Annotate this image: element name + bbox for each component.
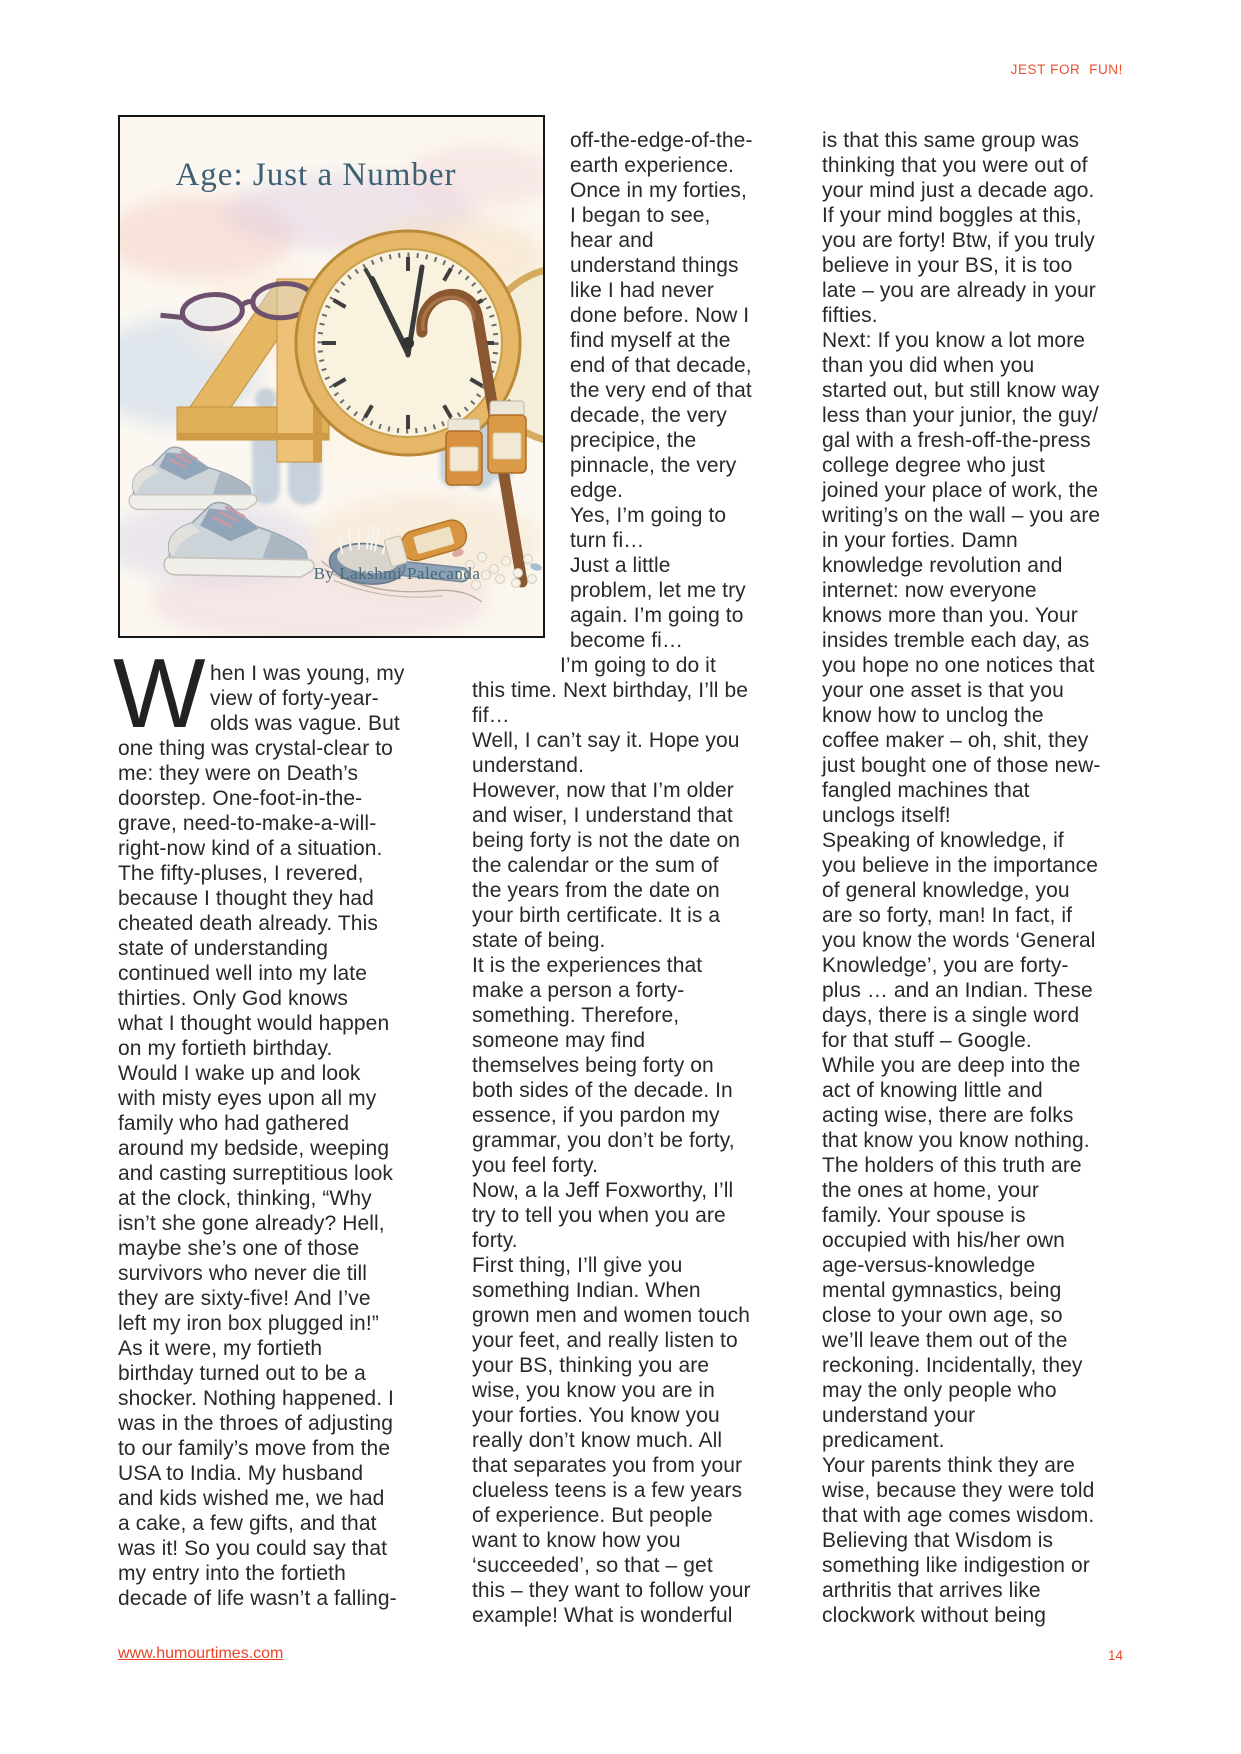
text-line: occupied with his/her own (822, 1229, 1065, 1252)
text-line: view of forty-year- (210, 687, 379, 710)
text-line: Believing that Wisdom is (822, 1529, 1054, 1552)
text-line: left my iron box plugged in!” (118, 1312, 379, 1335)
text-line: of general knowledge, you (822, 879, 1070, 902)
text-line: your feet, and really listen to (472, 1329, 738, 1352)
text-line: you know the words ‘General (822, 929, 1096, 952)
text-line: a cake, a few gifts, and that (118, 1512, 377, 1535)
text-line: become fi… (570, 629, 684, 652)
text-line: right-now kind of a situation. (118, 837, 383, 860)
text-line: started out, but still know way (822, 379, 1100, 402)
article-column-1 (113, 638, 416, 1611)
text-line: understand things (570, 254, 739, 277)
text-line: problem, let me try (570, 579, 746, 602)
text-line: isn’t she gone already? Hell, (118, 1212, 385, 1235)
text-line: done before. Now I (570, 304, 750, 327)
text-line: in your forties. Damn (822, 529, 1018, 552)
text-line: just bought one of those new- (822, 754, 1101, 777)
text-line: I began to see, (570, 204, 711, 227)
text-line: joined your place of work, the (822, 479, 1099, 502)
text-line: earth experience. (570, 154, 734, 177)
section-header: JEST FOR FUN! (1010, 62, 1123, 77)
text-line: olds was vague. But (210, 712, 400, 735)
text-line: fif… (472, 704, 510, 727)
text-line: again. I’m going to (570, 604, 744, 627)
text-line: you feel forty. (472, 1154, 599, 1177)
text-line: that separates you from your (472, 1454, 743, 1477)
text-line: your forties. You know you (472, 1404, 720, 1427)
text-line: make a person a forty- (472, 979, 685, 1002)
drop-cap: W (113, 638, 206, 748)
text-line: they are sixty-five! And I’ve (118, 1287, 371, 1310)
text-line: I’m going to do it (560, 654, 716, 677)
text-line: Now, a la Jeff Foxworthy, I’ll (472, 1179, 734, 1202)
text-line: my entry into the fortieth (118, 1562, 346, 1585)
text-line: themselves being forty on (472, 1054, 714, 1077)
text-line: knowledge revolution and (822, 554, 1063, 577)
text-line: on my fortieth birthday. (118, 1037, 333, 1060)
text-line: cheated death already. This (118, 912, 378, 935)
text-line: However, now that I’m older (472, 779, 734, 802)
text-line: unclogs itself! (822, 804, 951, 827)
text-line: around my bedside, weeping (118, 1137, 390, 1160)
text-line: Speaking of knowledge, if (822, 829, 1064, 852)
text-line: the ones at home, your (822, 1179, 1039, 1202)
text-line: edge. (570, 479, 624, 502)
text-line: are so forty, man! In fact, if (822, 904, 1073, 927)
text-line: Next: If you know a lot more (822, 329, 1086, 352)
text-line: your one asset is that you (822, 679, 1064, 702)
text-line: Your parents think they are (822, 1454, 1075, 1477)
text-line: Just a little (570, 554, 671, 577)
text-line: The holders of this truth are (822, 1154, 1082, 1177)
text-line: to our family’s move from the (118, 1437, 391, 1460)
text-line: writing’s on the wall – you are (822, 504, 1101, 527)
text-line: something Indian. When (472, 1279, 701, 1302)
text-line: find myself at the (570, 329, 731, 352)
text-line: pinnacle, the very (570, 454, 737, 477)
text-line: believe in your BS, it is too (822, 254, 1073, 277)
website-link[interactable]: www.humourtimes.com (118, 1645, 284, 1662)
text-line: act of knowing little and (822, 1079, 1043, 1102)
text-line: someone may find (472, 1029, 646, 1052)
text-line: thinking that you were out of (822, 154, 1088, 177)
text-line: at the clock, thinking, “Why (118, 1187, 372, 1210)
text-line: Knowledge’, you are forty- (822, 954, 1069, 977)
text-line: knows more than you. Your (822, 604, 1078, 627)
text-line: state of being. (472, 929, 606, 952)
text-line: USA to India. My husband (118, 1462, 364, 1485)
text-line: being forty is not the date on (472, 829, 741, 852)
text-line: family who had gathered (118, 1112, 350, 1135)
text-line: It is the experiences that (472, 954, 703, 977)
text-line: one thing was crystal-clear to (118, 737, 393, 760)
text-line: is that this same group was (822, 129, 1080, 152)
text-line: understand your (822, 1404, 976, 1427)
text-line: Yes, I’m going to (570, 504, 727, 527)
text-line: clockwork without being (822, 1604, 1047, 1627)
text-line: shocker. Nothing happened. I (118, 1387, 394, 1410)
text-line: Would I wake up and look (118, 1062, 361, 1085)
text-line: and casting surreptitious look (118, 1162, 393, 1185)
text-line: arthritis that arrives like (822, 1579, 1041, 1602)
text-line: the years from the date on (472, 879, 720, 902)
text-line: your mind just a decade ago. (822, 179, 1095, 202)
text-line: you believe in the importance (822, 854, 1099, 877)
text-line: something like indigestion or (822, 1554, 1090, 1577)
column1-text (118, 661, 416, 1611)
text-line: because I thought they had (118, 887, 374, 910)
text-line: know how to unclog the (822, 704, 1044, 727)
text-line: that with age comes wisdom. (822, 1504, 1095, 1527)
text-line: for that stuff – Google. (822, 1029, 1032, 1052)
text-line: and wiser, I understand that (472, 804, 733, 827)
text-line: thirties. Only God knows (118, 987, 348, 1010)
text-line: The fifty-pluses, I revered, (118, 862, 364, 885)
article-column-2 (472, 128, 768, 1628)
text-line: grave, need-to-make-a-will- (118, 812, 377, 835)
text-line: may the only people who (822, 1379, 1057, 1402)
text-line: precipice, the (570, 429, 697, 452)
text-line: insides tremble each day, as (822, 629, 1090, 652)
text-line: late – you are already in your (822, 279, 1096, 302)
text-line: your BS, thinking you are (472, 1354, 710, 1377)
text-line: your birth certificate. It is a (472, 904, 721, 927)
column2-text (472, 678, 768, 1628)
column2-narrow-text (560, 128, 768, 678)
text-line: fifties. (822, 304, 878, 327)
text-line: understand. (472, 754, 585, 777)
text-line: plus … and an Indian. These (822, 979, 1093, 1002)
text-line: hen I was young, my (210, 662, 405, 685)
text-line: clueless teens is a few years (472, 1479, 743, 1502)
text-line: internet: now everyone (822, 579, 1037, 602)
text-line: was it! So you could say that (118, 1537, 388, 1560)
text-line: ‘succeeded’, so that – get (472, 1554, 713, 1577)
text-line: decade, the very (570, 404, 727, 427)
text-line: you hope no one notices that (822, 654, 1095, 677)
text-line: fangled machines that (822, 779, 1030, 802)
text-line: example! What is wonderful (472, 1604, 733, 1627)
text-line: mental gymnastics, being (822, 1279, 1062, 1302)
text-line: state of understanding (118, 937, 329, 960)
text-line: Once in my forties, (570, 179, 747, 202)
text-line: wise, because they were told (822, 1479, 1095, 1502)
text-line: maybe she’s one of those (118, 1237, 360, 1260)
text-line: days, there is a single word (822, 1004, 1080, 1027)
text-line: While you are deep into the (822, 1054, 1081, 1077)
text-line: hear and (570, 229, 654, 252)
text-line: this time. Next birthday, I’ll be (472, 679, 749, 702)
text-line: of experience. But people (472, 1504, 713, 1527)
text-line: birthday turned out to be a (118, 1362, 366, 1385)
text-line: decade of life wasn’t a falling- (118, 1587, 397, 1610)
text-line: really don’t know much. All (472, 1429, 723, 1452)
text-line: and kids wished me, we had (118, 1487, 385, 1510)
text-line: forty. (472, 1229, 518, 1252)
text-line: than you did when you (822, 354, 1035, 377)
text-line: First thing, I’ll give you (472, 1254, 683, 1277)
text-line: you are forty! Btw, if you truly (822, 229, 1095, 252)
text-line: grammar, you don’t be forty, (472, 1129, 735, 1152)
text-line: with misty eyes upon all my (118, 1087, 377, 1110)
text-line: what I thought would happen (118, 1012, 390, 1035)
text-line: If your mind boggles at this, (822, 204, 1082, 227)
column3-text (822, 128, 1124, 1628)
text-line: off-the-edge-of-the- (570, 129, 753, 152)
text-line: coffee maker – oh, shit, they (822, 729, 1089, 752)
text-line: like I had never (570, 279, 715, 302)
text-line: the calendar or the sum of (472, 854, 719, 877)
text-line: reckoning. Incidentally, they (822, 1354, 1083, 1377)
text-line: family. Your spouse is (822, 1204, 1026, 1227)
text-line: close to your own age, so (822, 1304, 1063, 1327)
text-line: essence, if you pardon my (472, 1104, 720, 1127)
page-number: 14 (1107, 1648, 1123, 1663)
text-line: predicament. (822, 1429, 945, 1452)
text-line: was in the throes of adjusting (118, 1412, 393, 1435)
text-line: acting wise, there are folks (822, 1104, 1074, 1127)
illustration-title: Age: Just a Number (175, 157, 457, 193)
text-line: Well, I can’t say it. Hope you (472, 729, 740, 752)
text-line: grown men and women touch (472, 1304, 750, 1327)
text-line: less than your junior, the guy/ (822, 404, 1099, 427)
text-line: survivors who never die till (118, 1262, 368, 1285)
text-line: this – they want to follow your (472, 1579, 751, 1602)
text-line: want to know how you (472, 1529, 681, 1552)
text-line: end of that decade, (570, 354, 752, 377)
text-line: me: they were on Death’s (118, 762, 359, 785)
text-line: As it were, my fortieth (118, 1337, 323, 1360)
text-line: wise, you know you are in (472, 1379, 715, 1402)
text-line: try to tell you when you are (472, 1204, 726, 1227)
text-line: age-versus-knowledge (822, 1254, 1036, 1277)
article-column-3 (822, 128, 1124, 1628)
text-line: both sides of the decade. In (472, 1079, 733, 1102)
text-line: something. Therefore, (472, 1004, 680, 1027)
illustration-byline: By Lakshmi Palecanda (313, 564, 481, 583)
text-line: continued well into my late (118, 962, 367, 985)
text-line: turn fi… (570, 529, 645, 552)
text-line: gal with a fresh-off-the-press (822, 429, 1091, 452)
text-line: doorstep. One-foot-in-the- (118, 787, 363, 810)
text-line: the very end of that (570, 379, 752, 402)
text-line: that know you know nothing. (822, 1129, 1090, 1152)
text-line: college degree who just (822, 454, 1045, 477)
text-line: we’ll leave them out of the (822, 1329, 1068, 1352)
